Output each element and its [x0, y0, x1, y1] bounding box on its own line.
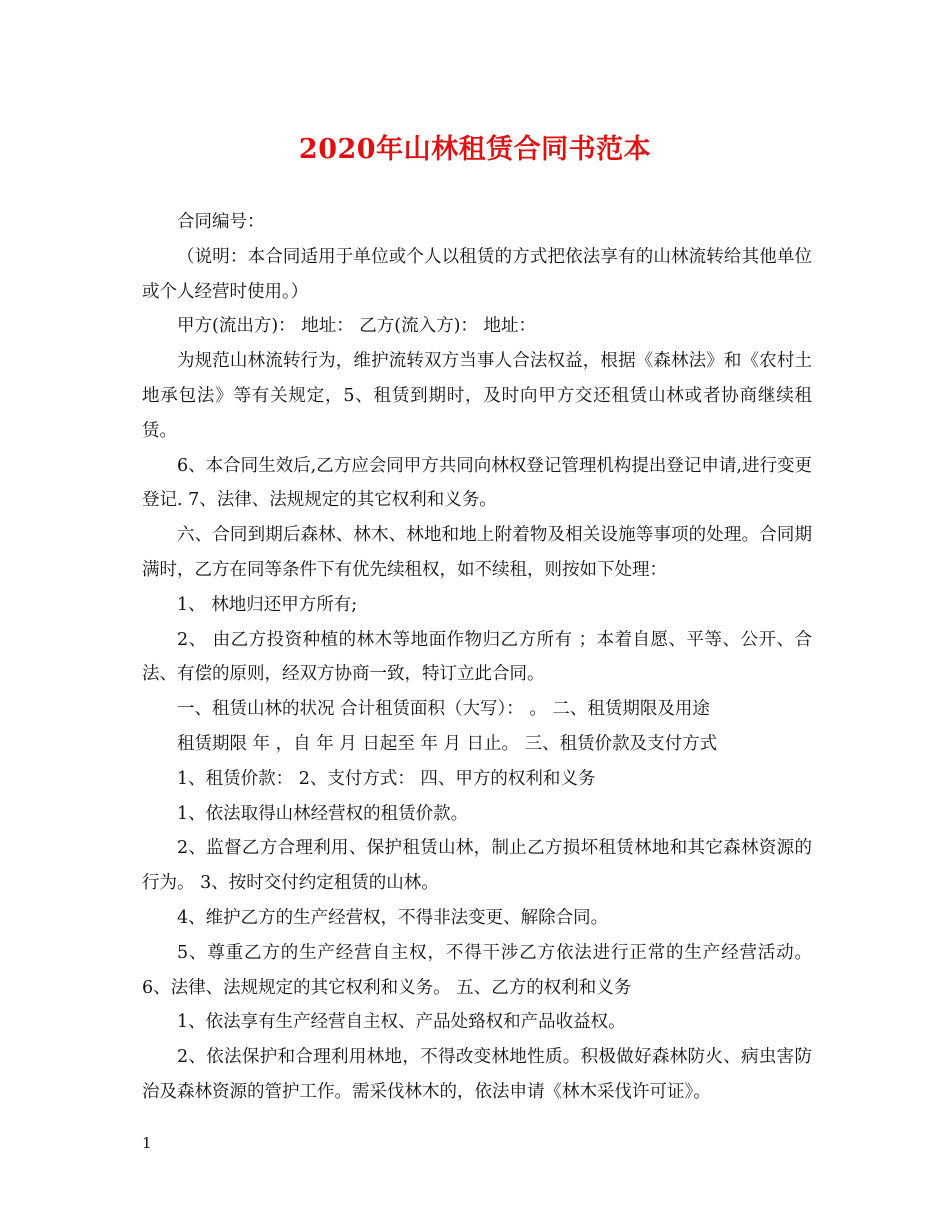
list-item: 1、依法取得山林经营权的租赁价款。 [177, 803, 469, 824]
page-number: 1 [142, 1134, 152, 1152]
list-item: 2、 由乙方投资种植的林木等地面作物归乙方所有 ；本着自愿、平等、公开、合法、有偿的原则，经双方协商一致，特订立此合同。 [142, 629, 812, 685]
preamble-paragraph: 为规范山林流转行为，维护流转双方当事人合法权益，根据《森林法》和《农村土地承包法》等有关规定，5、租赁到期时，及时向甲方交还租赁山林或者协商继续租赁。 [142, 351, 812, 441]
list-item: 1、 林地归还甲方所有; [177, 594, 358, 615]
parties-line: 甲方(流出方)： 地址： 乙方(流入方)： 地址： [177, 316, 536, 337]
usage-note: （说明：本合同适用于单位或个人以租赁的方式把依法享有的山林流转给其他单位或个人经营时使用。） [142, 246, 812, 302]
document-body [142, 205, 812, 1110]
payment-line: 1、租赁价款： 2、支付方式： 四、甲方的权利和义务 [177, 768, 596, 789]
section-one-line: 一、租赁山林的状况 合计租赁面积（大写）： 。 二、租赁期限及用途 [177, 699, 710, 720]
clause-registration: 6、本合同生效后,乙方应会同甲方共同向林权登记管理机构提出登记申请,进行变更登记. 7、法律、法规规定的其它权利和义务。 [142, 455, 812, 511]
contract-number-line: 合同编号： [177, 212, 265, 232]
document-title: 2020年山林租赁合同书范本 [298, 134, 652, 165]
list-item: 4、维护乙方的生产经营权，不得非法变更、解除合同。 [177, 907, 609, 928]
list-item: 2、监督乙方合理利用、保护租赁山林，制止乙方损坏租赁林地和其它森林资源的行为。 3、按时交付约定租赁的山林。 [142, 838, 812, 894]
clause-expiry-handling: 六、合同到期后森林、林木、林地和地上附着物及相关设施等事项的处理。合同期满时，乙方在同等条件下有优先续租权，如不续租，则按如下处理： [142, 525, 812, 580]
list-item: 1、依法享有生产经营自主权、产品处臵权和产品收益权。 [177, 1012, 626, 1033]
list-item: 2、依法保护和合理利用林地，不得改变林地性质。积极做好森林防火、病虫害防治及森林资源的管护工作。需采伐林木的，依法申请《林木采伐许可证》。 [142, 1047, 812, 1102]
lease-term-line: 租赁期限 年 ，自 年 月 日起至 年 月 日止。 三、租赁价款及支付方式 [177, 733, 718, 754]
list-item: 5、尊重乙方的生产经营自主权，不得干涉乙方依法进行正常的生产经营活动。 6、法律、法规规定的其它权利和义务。 五、乙方的权利和义务 [142, 942, 812, 998]
